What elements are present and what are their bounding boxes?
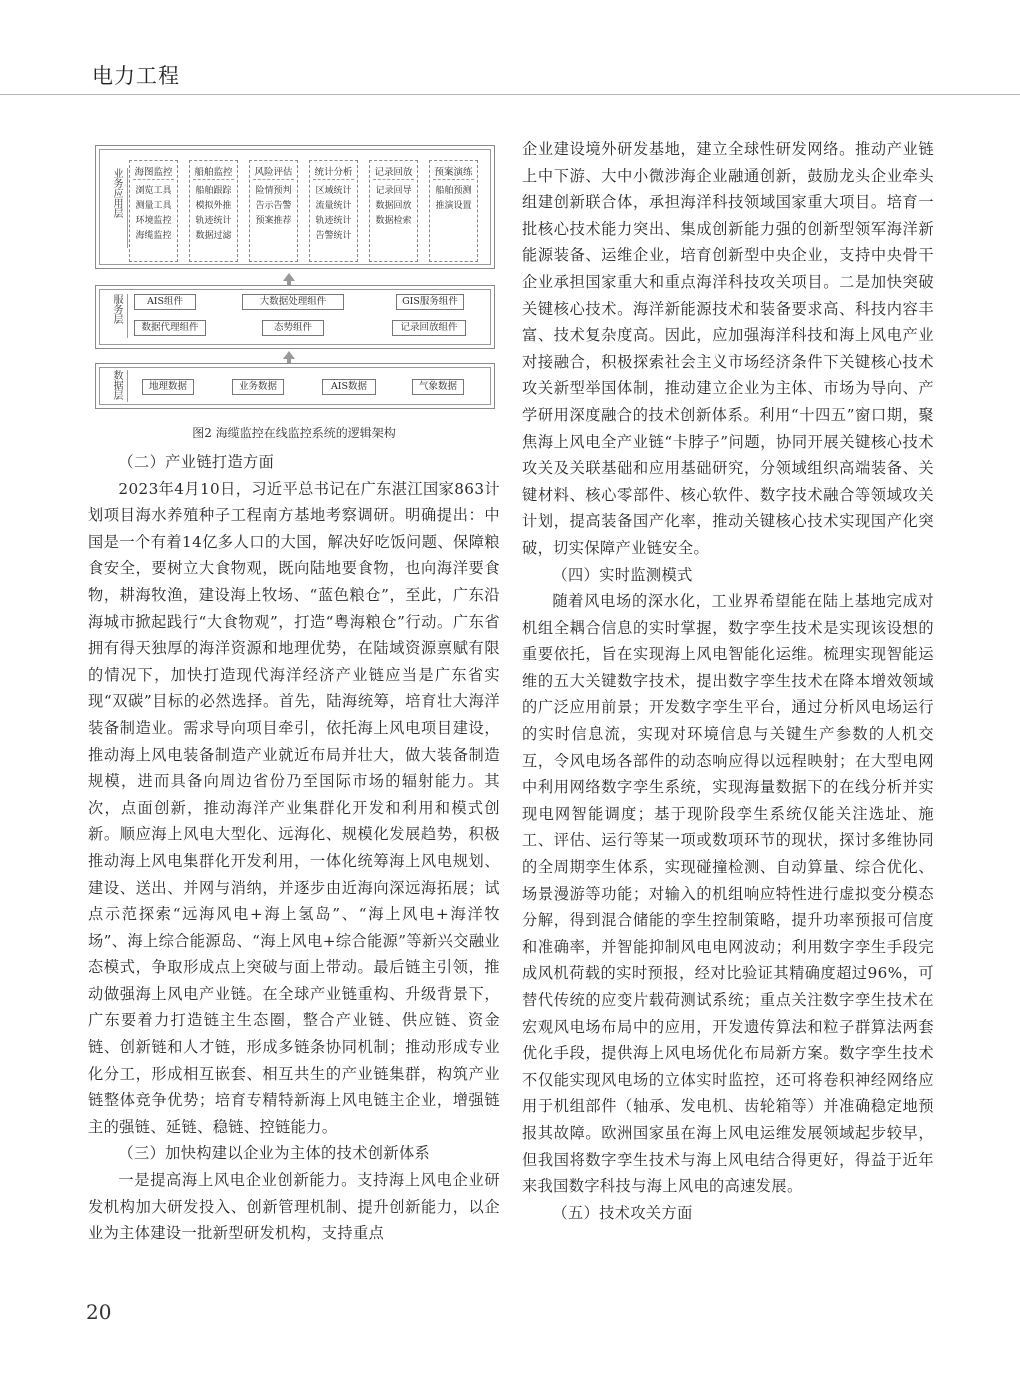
module-item: 告示告警 <box>255 201 292 211</box>
module-item: 环境监控 <box>135 216 172 226</box>
module-item: 轨迹统计 <box>195 216 232 226</box>
module-item: 数据过滤 <box>195 231 232 241</box>
section-heading: （二）产业链打造方面 <box>118 453 275 471</box>
data-box: 地理数据 <box>142 379 194 395</box>
module-item: 告警统计 <box>315 231 352 241</box>
section-heading: （四）实时监测模式 <box>552 565 693 584</box>
module-item: 数据回放 <box>375 201 412 211</box>
left-column <box>88 137 500 1247</box>
section-heading: （五）技术攻关方面 <box>552 1203 693 1222</box>
module-3 <box>309 160 358 262</box>
module-4 <box>369 160 418 262</box>
module-title: 风险评估 <box>253 164 294 180</box>
module-item: 预案推荐 <box>255 216 292 226</box>
data-box: 气象数据 <box>412 379 464 395</box>
up-arrow-icon <box>283 351 295 359</box>
module-title: 预案演练 <box>433 164 474 180</box>
body-paragraph: 一是提高海上风电企业创新能力。支持海上风电企业研发机构加大研发投入、创新管理机制、提升创新能力，以企业为主体建设一批新型研发机构，支持重点 <box>88 1171 500 1243</box>
module-item: 海缆监控 <box>135 231 172 241</box>
data-box: AIS数据 <box>322 379 376 395</box>
module-item: 流量统计 <box>315 201 352 211</box>
module-item: 船舶跟踪 <box>195 186 232 196</box>
app-layer <box>95 145 495 269</box>
journal-title: 电力工程 <box>92 64 180 88</box>
module-title: 统计分析 <box>313 164 354 180</box>
module-0 <box>129 160 178 262</box>
body-paragraph: 2023年4月10日，习近平总书记在广东湛江国家863计划项目海水养殖种子工程南方基地考察调研。明确提出：中国是一个有着14亿多人口的大国，解决好吃饭问题、保障粮食安全，要树立大食物观，既向陆地要食物，也向海洋要食物，耕海牧渔，建设海上牧场、“蓝色粮仓”，至此，广东沿海城市掀起践行“大食物观”，打造“粤海粮仓”行动。广东省拥有得天独厚的海洋资源和地理优势，在陆域资源禀赋有限的情况下，加快打造现代海洋经济产业链应当是广东省实现“双碳”目标的必然选择。首先，陆海统筹，培育壮大海洋装备制造业。需求导向项目牵引，依托海上风电项目建设，推动海上风电装备制造产业就近布局并壮大，做大装备制造规模，进而具备向周边省份乃至国际市场的辐射能力。其次，点面创新，推动海洋产业集群化开发和利用和模式创新。顺应海上风电大型化、远海化、规模化发展趋势，积极推动海上风电集群化开发利用，一体化统筹海上风电规划、建设、送出、并网与消纳，并逐步由近海向深远海拓展；试点示范探索“远海风电+海上氢岛”、“海上风电+海洋牧场”、海上综合能源岛、“海上风电+综合能源”等新兴交融业态模式，争取形成点上突破与面上带动。最后链主引领，推动做强海上风电产业链。在全球产业链重构、升级背景下，广东要着力打造链主生态圈，整合产业链、供应链、资金链、创新链和人才链，形成多链条协同机制；推动形成专业化分工，形成相互嵌套、相互共生的产业链集群，构筑产业链整体竞争优势；培育专精特新海上风电链主企业，增强链主的强链、延链、稳链、控链能力。 <box>88 479 500 1136</box>
module-5 <box>429 160 478 262</box>
architecture-figure <box>88 137 500 419</box>
data-layer <box>95 363 495 409</box>
module-title: 船舶监控 <box>193 164 234 180</box>
service-box: 态势组件 <box>262 320 324 336</box>
service-box: AIS组件 <box>134 294 196 310</box>
module-title: 记录回放 <box>373 164 414 180</box>
up-arrow-icon <box>283 273 295 281</box>
module-item: 记录回导 <box>375 186 412 196</box>
app-layer-label: 业务应用层 <box>106 168 128 248</box>
body-paragraph: 企业建设境外研发基地，建立全球性研发网络。推动产业链上中下游、大中小微涉海企业融通创新，鼓励龙头企业牵头组建创新联合体，承担海洋科技领域国家重大项目。培育一批核心技术能力突出、集成创新能力强的创新型领军海洋新能源装备、运维企业，培育创新型中央企业，支持中央骨干企业承担国家重大和重点海洋科技攻关项目。二是加快突破关键核心技术。海洋新能源技术和装备要求高、科技内容丰富、技术复杂度高。因此，应加强海洋科技和海上风电产业对接融合，积极探索社会主义市场经济条件下关键核心技术攻关新型举国体制，推动建立企业为主体、市场为导向、产学研用深度融合的技术创新体系。利用“十四五”窗口期，聚焦海上风电全产业链“卡脖子”问题，协同开展关键核心技术攻关及关联基础和应用基础研究，分领域组织高端装备、关键材料、核心零部件、核心软件、数字技术融合等领域攻关计划，提高装备国产化率，推动关键核心技术实现国产化突破，切实保障产业链安全。 <box>522 140 934 557</box>
header-rule <box>0 94 1020 95</box>
body-paragraph: 随着风电场的深水化，工业界希望能在陆上基地完成对机组全耦合信息的实时掌握，数字孪生技术是实现该设想的重要依托，旨在实现海上风电智能化运维。梳理实现智能运维的五大关键数字技术，提出数字孪生技术在降本增效领域的广泛应用前景；开发数字孪生平台，通过分析风电场运行的实时信息流，实现对环境信息与关键生产参数的人机交互，令风电场各部件的动态响应得以远程映射；在大型电网中利用网络数字孪生系统，实现海量数据下的在线分析并实现电网智能调度；基于现阶段孪生系统仅能关注选址、施工、评估、运行等某一项或数项环节的现状，探讨多维协同的全周期孪生体系，实现碰撞检测、自动算量、综合优化、场景漫游等功能；对输入的机组响应特性进行虚拟变分模态分解，得到混合储能的孪生控制策略，提升功率预报可信度和准确率，并智能抑制风电电网波动；利用数字孪生手段完成风机荷载的实时预报，经对比验证其精确度超过96%，可替代传统的应变片载荷测试系统；重点关注数字孪生技术在宏观风电场布局中的应用，开发遗传算法和粒子群算法两套优化手段，提供海上风电场优化布局新方案。数字孪生技术不仅能实现风电场的立体实时监控，还可将卷积神经网络应用于机组部件（轴承、发电机、齿轮箱等）并准确稳定地预报其故障。欧洲国家虽在海上风电运维发展领域起步较早，但我国将数字孪生技术与海上风电结合得更好，得益于近年来我国数字科技与海上风电的高速发展。 <box>522 592 934 1196</box>
module-item: 测量工具 <box>135 201 172 211</box>
figure-caption: 图2 海缆监控在线监控系统的逻辑架构 <box>192 426 396 440</box>
section-heading: （三）加快构建以企业为主体的技术创新体系 <box>118 1144 431 1163</box>
data-layer-label: 数据层 <box>106 370 128 402</box>
module-item: 浏览工具 <box>135 186 172 196</box>
service-box: 大数据处理组件 <box>242 294 344 310</box>
module-item: 数据检索 <box>375 216 412 226</box>
service-layer <box>95 285 495 349</box>
module-title: 海图监控 <box>133 164 174 180</box>
right-column <box>522 136 934 1226</box>
module-item: 模拟外推 <box>195 201 232 211</box>
module-2 <box>249 160 298 262</box>
service-box: 记录回放组件 <box>392 320 466 336</box>
service-layer-label: 服务层 <box>106 294 128 338</box>
module-item: 船舶预测 <box>435 186 472 196</box>
service-box: GIS服务组件 <box>396 294 464 310</box>
module-item: 区域统计 <box>315 186 352 196</box>
module-item: 轨迹统计 <box>315 216 352 226</box>
page-header <box>0 0 1020 96</box>
module-item: 险情预判 <box>255 186 292 196</box>
module-1 <box>189 160 238 262</box>
module-item: 推演设置 <box>435 201 472 211</box>
page-number: 20 <box>86 1300 112 1324</box>
service-box: 数据代理组件 <box>134 320 206 336</box>
data-box: 业务数据 <box>232 379 284 395</box>
